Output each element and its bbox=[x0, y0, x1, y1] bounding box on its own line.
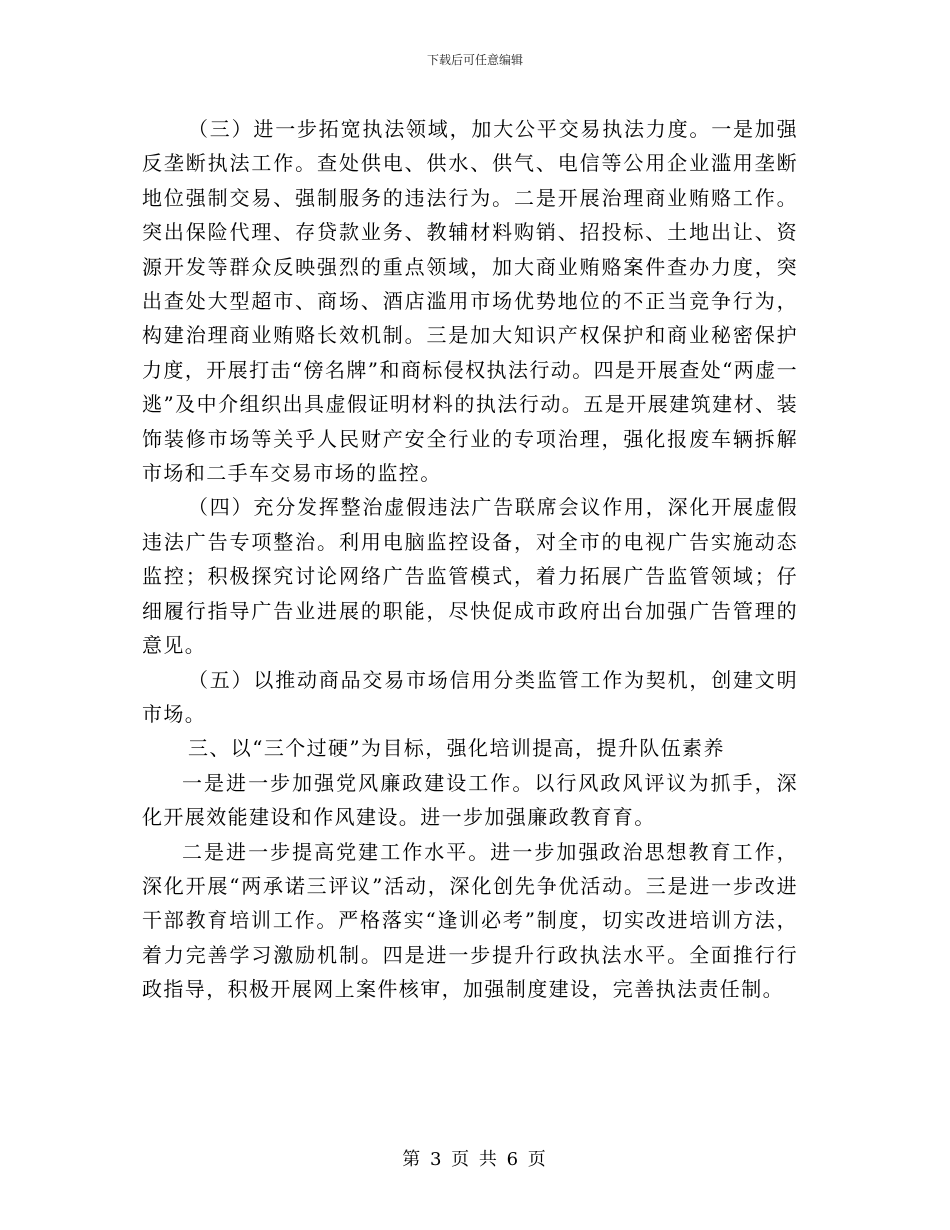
page-header: 下载后可任意编辑 bbox=[426, 53, 523, 67]
paragraph-item-2: 二是进一步提高党建工作水平。进一步加强政治思想教育工作，深化开展“两承诺三评议”活动，深化创先争优活动。三是进一步改进干部教育培训工作。严格落实“逢训必考”制度，切实改进培训方法，着力完善学习激励机制。四是进一步提升行政执法水平。全面推行行政指导，积极开展网上案件核审，加强制度建设，完善执法责任制。 bbox=[142, 839, 798, 1002]
paragraph-section-4: （四）充分发挥整治虚假违法广告联席会议作用，深化开展虚假违法广告专项整治。利用电脑监控设备，对全市的电视广告实施动态监控；积极探究讨论网络广告监管模式，着力拓展广告监管领域；仔细履行指导广告业进展的职能，尽快促成市政府出台加强广告管理的意见。 bbox=[142, 495, 798, 658]
page-number-footer: 第 3 页 共 6 页 bbox=[402, 1149, 548, 1170]
document-body bbox=[142, 112, 798, 1007]
section-heading-3: 三、以“三个过硬”为目标，强化培训提高，提升队伍素养 bbox=[188, 736, 725, 761]
paragraph-section-3: （三）进一步拓宽执法领域，加大公平交易执法力度。一是加强反垄断执法工作。查处供电、供水、供气、电信等公用企业滥用垄断地位强制交易、强制服务的违法行为。二是开展治理商业贿赂工作。突出保险代理、存贷款业务、教辅材料购销、招投标、土地出让、资源开发等群众反映强烈的重点领域，加大商业贿赂案件查办力度，突出查处大型超市、商场、酒店滥用市场优势地位的不正当竞争行为，构建治理商业贿赂长效机制。三是加大知识产权保护和商业秘密保护力度，开展打击“傍名牌”和商标侵权执法行动。四是开展查处“两虚一逃”及中介组织出具虚假证明材料的执法行动。五是开展建筑建材、装饰装修市场等关乎人民财产安全行业的专项治理，强化报废车辆拆解市场和二手车交易市场的监控。 bbox=[142, 117, 798, 486]
paragraph-section-5: （五）以推动商品交易市场信用分类监管工作为契机，创建文明市场。 bbox=[142, 667, 798, 726]
paragraph-item-1: 一是进一步加强党风廉政建设工作。以行风政风评议为抓手，深化开展效能建设和作风建设。进一步加强廉政教育育。 bbox=[142, 770, 798, 830]
